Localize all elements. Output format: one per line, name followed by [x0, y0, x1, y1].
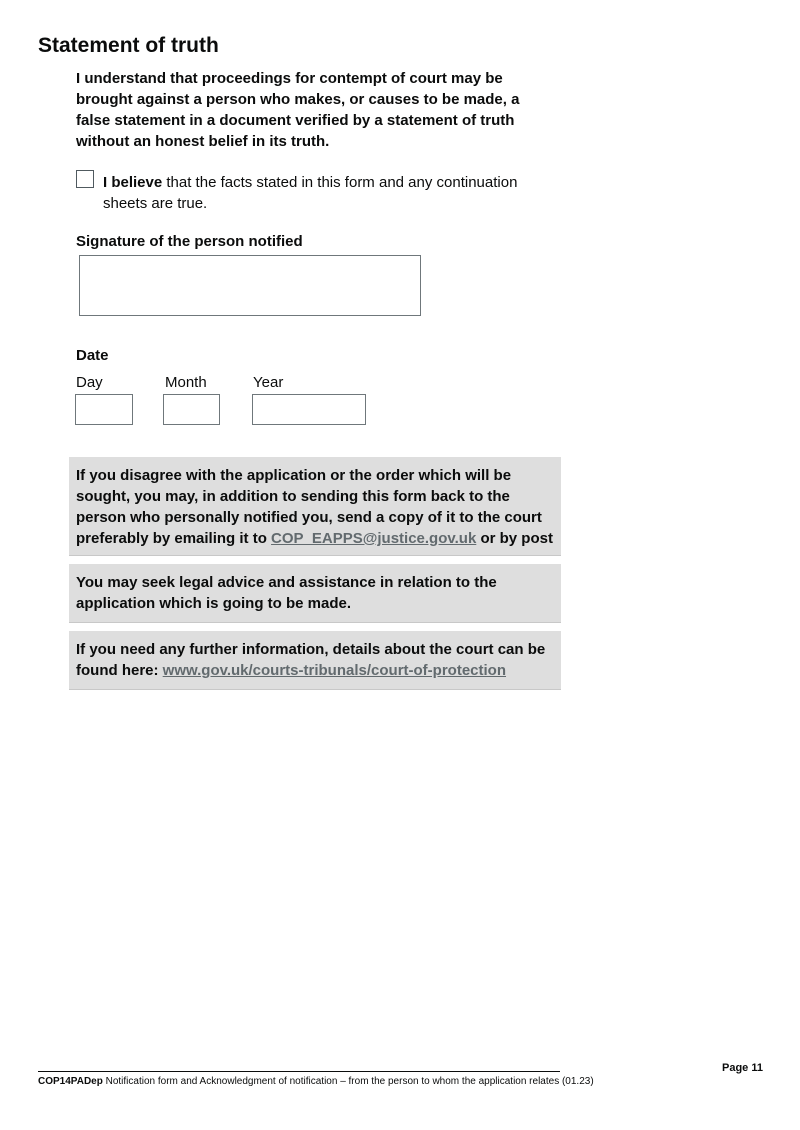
further-info-text — [76, 639, 554, 681]
page-number: Page 11 — [722, 1062, 763, 1074]
signature-label: Signature of the person notified — [76, 233, 303, 250]
form-title: Notification form and Acknowledgment of notification – from the person to whom the application relates (01.23) — [102, 1076, 594, 1087]
year-label: Year — [253, 374, 284, 391]
further-info-text-before: If you need any further information, details about the court can be found here: — [76, 641, 546, 679]
disagree-info-panel — [69, 457, 561, 556]
belief-checkbox[interactable] — [76, 170, 94, 188]
legal-advice-text: You may seek legal advice and assistance in relation to the application which is going to be made. — [76, 574, 497, 612]
legal-advice-panel — [69, 564, 561, 623]
year-input[interactable] — [252, 394, 366, 425]
date-label: Date — [76, 347, 109, 364]
month-input[interactable] — [163, 394, 220, 425]
month-label: Month — [165, 374, 207, 391]
court-website-link[interactable]: www.gov.uk/courts-tribunals/court-of-protection — [162, 662, 507, 679]
disagree-info-text — [76, 465, 554, 549]
contempt-warning-text: I understand that proceedings for contempt of court may be brought against a person who makes, or causes to be made, a false statement in a document verified by a statement of truth without an honest belief in its truth. — [76, 70, 520, 150]
form-code: COP14PADep — [38, 1076, 103, 1087]
belief-statement-bold: I believe — [103, 174, 163, 191]
further-info-panel — [69, 631, 561, 690]
day-label: Day — [76, 374, 103, 391]
belief-statement — [103, 172, 563, 214]
disagree-text-before: If you disagree with the application or the order which will be sought, you may, in addition to sending this form back to the person who personally notified you, send a copy of it to the court preferably by emailing it to — [76, 467, 542, 547]
disagree-text-after: or by post — [476, 530, 553, 547]
email-link[interactable]: COP_EAPPS@justice.gov.uk — [271, 530, 477, 547]
day-input[interactable] — [75, 394, 133, 425]
footer-divider — [38, 1071, 560, 1072]
belief-statement-text: that the facts stated in this form and any continuation sheets are true. — [103, 174, 518, 212]
section-title: Statement of truth — [38, 34, 219, 57]
signature-field[interactable] — [79, 255, 421, 316]
form-footer — [38, 1076, 594, 1087]
